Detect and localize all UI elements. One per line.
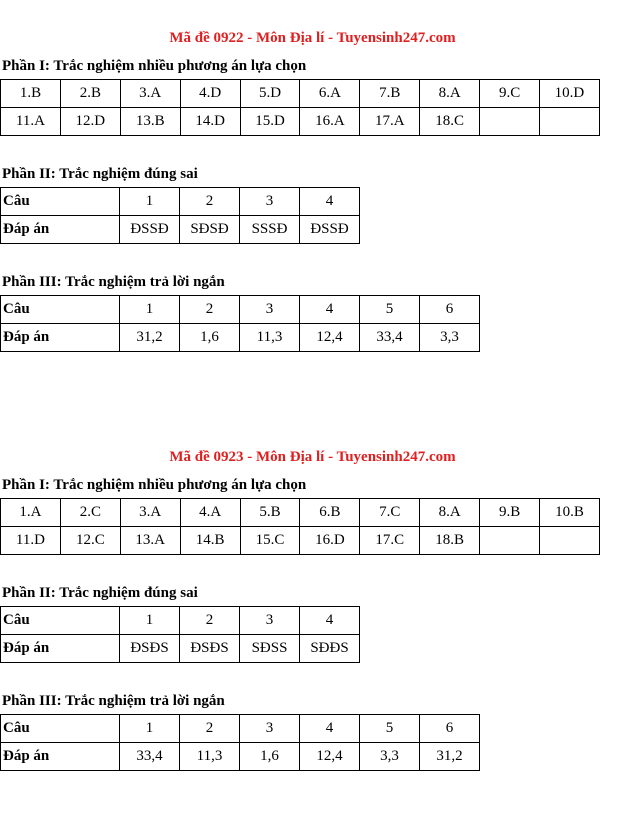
question-cell: 2 bbox=[180, 715, 240, 743]
part3-heading: Phần III: Trắc nghiệm trả lời ngắn bbox=[2, 274, 225, 290]
row-label: Câu bbox=[1, 296, 120, 324]
answer-cell: 12,4 bbox=[300, 743, 360, 771]
answer-cell: 14.D bbox=[180, 108, 240, 136]
answer-cell: 6.B bbox=[300, 499, 360, 527]
table-row bbox=[1, 188, 360, 216]
question-cell: 2 bbox=[180, 296, 240, 324]
answer-cell: 16.D bbox=[300, 527, 360, 555]
answer-cell bbox=[540, 527, 600, 555]
answer-cell: 15.D bbox=[240, 108, 300, 136]
question-cell: 3 bbox=[240, 607, 300, 635]
answer-cell: 18.B bbox=[420, 527, 480, 555]
table-row bbox=[1, 296, 480, 324]
question-cell: 4 bbox=[300, 296, 360, 324]
answer-cell: 4.D bbox=[180, 80, 240, 108]
answer-cell: 13.A bbox=[120, 527, 180, 555]
question-cell: 3 bbox=[240, 715, 300, 743]
answer-cell: 10.B bbox=[540, 499, 600, 527]
question-cell: 3 bbox=[240, 296, 300, 324]
table-row bbox=[1, 743, 480, 771]
question-cell: 6 bbox=[420, 296, 480, 324]
row-label: Đáp án bbox=[1, 216, 120, 244]
exam-title: Mã đề 0922 - Môn Địa lí - Tuyensinh247.com bbox=[169, 30, 456, 46]
answer-cell: 3.A bbox=[120, 80, 180, 108]
answer-cell: 1,6 bbox=[180, 324, 240, 352]
answer-cell: 2.B bbox=[60, 80, 120, 108]
question-cell: 1 bbox=[120, 607, 180, 635]
answer-cell: 5.D bbox=[240, 80, 300, 108]
answer-cell: 12.D bbox=[60, 108, 120, 136]
answer-cell: 12,4 bbox=[300, 324, 360, 352]
answer-cell: 8.A bbox=[420, 499, 480, 527]
answer-cell: SĐSĐ bbox=[180, 216, 240, 244]
question-cell: 2 bbox=[180, 188, 240, 216]
answer-cell: 3.A bbox=[120, 499, 180, 527]
answer-cell: 4.A bbox=[180, 499, 240, 527]
answer-cell: ĐSSĐ bbox=[300, 216, 360, 244]
answer-cell: 3,3 bbox=[420, 324, 480, 352]
answer-cell: 7.C bbox=[360, 499, 420, 527]
answer-cell: 1.A bbox=[1, 499, 61, 527]
row-label: Câu bbox=[1, 715, 120, 743]
answer-cell: 6.A bbox=[300, 80, 360, 108]
question-cell: 5 bbox=[360, 296, 420, 324]
answer-cell: 31,2 bbox=[420, 743, 480, 771]
answer-cell: 11.D bbox=[1, 527, 61, 555]
answer-cell bbox=[480, 527, 540, 555]
answer-cell: 14.B bbox=[180, 527, 240, 555]
question-cell: 4 bbox=[300, 607, 360, 635]
answer-cell: ĐSĐS bbox=[120, 635, 180, 663]
row-label: Đáp án bbox=[1, 635, 120, 663]
part2-answer-table bbox=[0, 606, 360, 663]
answer-cell: SSSĐ bbox=[240, 216, 300, 244]
answer-cell: ĐSSĐ bbox=[120, 216, 180, 244]
answer-cell: 5.B bbox=[240, 499, 300, 527]
answer-cell: ĐSĐS bbox=[180, 635, 240, 663]
part3-answer-table bbox=[0, 295, 480, 352]
part2-heading: Phần II: Trắc nghiệm đúng sai bbox=[2, 585, 198, 601]
question-cell: 5 bbox=[360, 715, 420, 743]
row-label: Câu bbox=[1, 188, 120, 216]
answer-cell: 31,2 bbox=[120, 324, 180, 352]
answer-cell: 16.A bbox=[300, 108, 360, 136]
answer-cell: 1.B bbox=[1, 80, 61, 108]
answer-cell: 9.B bbox=[480, 499, 540, 527]
exam-title: Mã đề 0923 - Môn Địa lí - Tuyensinh247.com bbox=[169, 449, 456, 465]
answer-cell: SĐSS bbox=[240, 635, 300, 663]
part1-heading: Phần I: Trắc nghiệm nhiều phương án lựa chọn bbox=[2, 58, 307, 74]
part3-answer-table bbox=[0, 714, 480, 771]
table-row bbox=[1, 527, 600, 555]
table-row bbox=[1, 108, 600, 136]
part3-heading: Phần III: Trắc nghiệm trả lời ngắn bbox=[2, 693, 225, 709]
answer-cell: 7.B bbox=[360, 80, 420, 108]
table-row bbox=[1, 499, 600, 527]
table-row bbox=[1, 715, 480, 743]
table-row bbox=[1, 216, 360, 244]
answer-cell: 12.C bbox=[60, 527, 120, 555]
question-cell: 2 bbox=[180, 607, 240, 635]
answer-cell: 17.C bbox=[360, 527, 420, 555]
answer-cell: 11,3 bbox=[240, 324, 300, 352]
question-cell: 1 bbox=[120, 188, 180, 216]
answer-cell: 15.C bbox=[240, 527, 300, 555]
answer-cell: 8.A bbox=[420, 80, 480, 108]
question-cell: 4 bbox=[300, 715, 360, 743]
answer-cell: 3,3 bbox=[360, 743, 420, 771]
part1-answer-table bbox=[0, 498, 600, 555]
answer-cell bbox=[480, 108, 540, 136]
part2-answer-table bbox=[0, 187, 360, 244]
answer-cell: 17.A bbox=[360, 108, 420, 136]
answer-cell: 18.C bbox=[420, 108, 480, 136]
answer-cell: 33,4 bbox=[360, 324, 420, 352]
question-cell: 3 bbox=[240, 188, 300, 216]
question-cell: 6 bbox=[420, 715, 480, 743]
answer-cell: 2.C bbox=[60, 499, 120, 527]
answer-cell: 11,3 bbox=[180, 743, 240, 771]
answer-cell: 13.B bbox=[120, 108, 180, 136]
answer-cell: 11.A bbox=[1, 108, 61, 136]
table-row bbox=[1, 324, 480, 352]
answer-cell: 10.D bbox=[540, 80, 600, 108]
part1-heading: Phần I: Trắc nghiệm nhiều phương án lựa chọn bbox=[2, 477, 307, 493]
table-row bbox=[1, 635, 360, 663]
question-cell: 4 bbox=[300, 188, 360, 216]
part1-answer-table bbox=[0, 79, 600, 136]
answer-cell: SĐĐS bbox=[300, 635, 360, 663]
answer-cell bbox=[540, 108, 600, 136]
question-cell: 1 bbox=[120, 296, 180, 324]
row-label: Đáp án bbox=[1, 324, 120, 352]
table-row bbox=[1, 80, 600, 108]
answer-cell: 1,6 bbox=[240, 743, 300, 771]
row-label: Câu bbox=[1, 607, 120, 635]
answer-cell: 9.C bbox=[480, 80, 540, 108]
answer-cell: 33,4 bbox=[120, 743, 180, 771]
row-label: Đáp án bbox=[1, 743, 120, 771]
part2-heading: Phần II: Trắc nghiệm đúng sai bbox=[2, 166, 198, 182]
table-row bbox=[1, 607, 360, 635]
question-cell: 1 bbox=[120, 715, 180, 743]
